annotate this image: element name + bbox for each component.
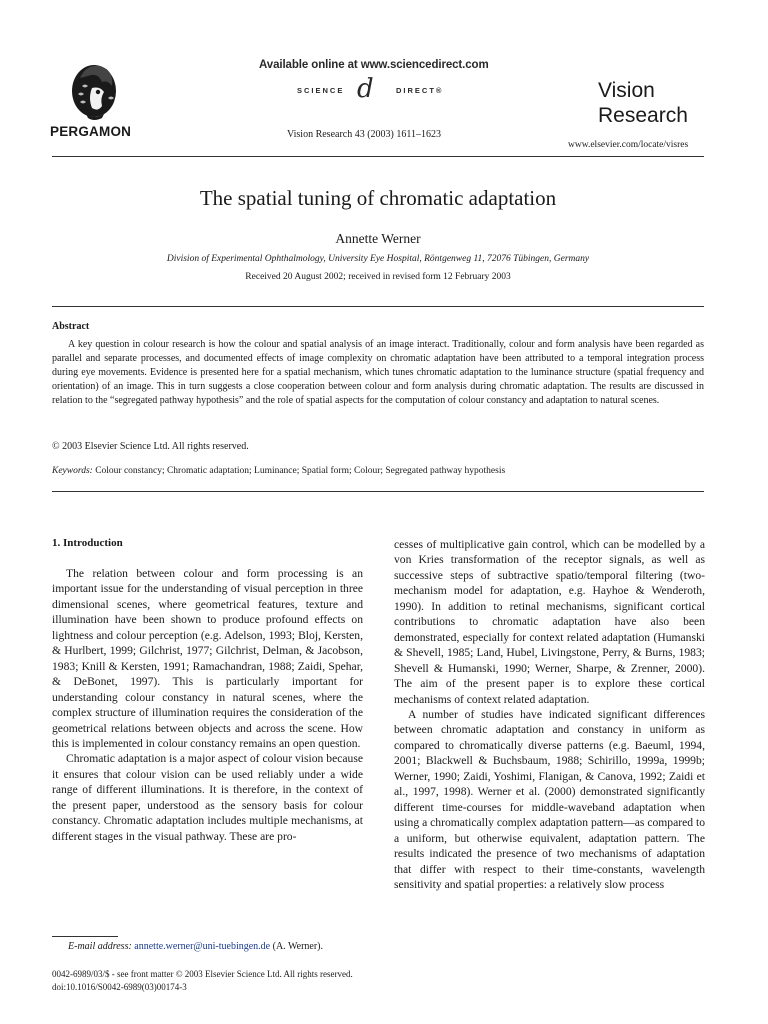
abstract-text: A key question in colour research is how the colour and spatial analysis of an image interact. Traditionally, colour and form analysis have been regarded as parallel and separate processes, and documented effects of image complexity on chromatic adaptation have been attributed to a temporal integration process during eye movements. Evidence is presented here for a spatial mechanism, which tunes chromatic adaptation to the luminance structure (spatial frequency and orientation) of an image. This in turn suggests a close cooperation between colour and form analysis during chromatic adaptation. The results are discussed in relation to the “segregated pathway hypothesis” and the role of spatial aspects for the computation of colour constancy and adaptation to natural scenes.: [52, 339, 704, 407]
sd-left-text: SCIENCE: [297, 86, 345, 95]
sd-right-text: DIRECT®: [396, 86, 444, 95]
abstract-copyright: © 2003 Elsevier Science Ltd. All rights reserved.: [52, 441, 249, 452]
publisher-logo: [50, 58, 138, 139]
issn-line: 0042-6989/03/$ - see front matter © 2003 Elsevier Science Ltd. All rights reserved.: [52, 969, 353, 979]
journal-name-line2: Research: [598, 104, 688, 127]
body-column-left: [52, 566, 363, 844]
article-author: Annette Werner: [335, 231, 421, 246]
footnote-name: (A. Werner).: [272, 941, 324, 952]
body-column-right: [394, 537, 705, 892]
keywords: [52, 466, 505, 476]
journal-name: [598, 78, 688, 128]
keywords-list: Colour constancy; Chromatic adaptation; Luminance; Spatial form; Colour; Segregated pathway hypothesis: [95, 466, 506, 476]
author-affiliation: Division of Experimental Ophthalmology, University Eye Hospital, Röntgenweg 11, 72076 Tübingen, Germany: [166, 254, 590, 264]
sd-at-icon: d: [357, 74, 374, 104]
body-paragraph: A number of studies have indicated significant differences between chromatic adaptation and constancy in uniform as compared to chromatically diverse patterns (e.g. Baeuml, 1994, 2001; Blackwell & Buchsbaum, 1988; Schirillo, 1999a, 1999b; Werner, 1990; Zaidi, Yoshimi, Flanigan, & Canova, 1992; Zaidi et al., 1997, 1998). Werner et al. (2000) demonstrated significantly different time-courses for middle-waveband adaptation when using a chromatically complex adaptation pattern—as compared to a uniform, but otherwise equivalent, adaptation pattern. The results indicated the presence of two mechanisms of adaptation that differ with respect to their time-constants, wavelength sensitivity and spatial properties: a relatively slow process: [394, 707, 705, 891]
body-paragraph: The relation between colour and form processing is an important issue for the understanding of visual perception in three dimensional scenes, where geometrical features, texture and illumination have been shown to produce profound effects on lightness and colour perception (e.g. Adelson, 1993; Bloj, Kersten, & Hurlbert, 1999; Gilchrist, 1977; Gilchrist, Delman, & Jacobson, 1983; Knill & Kersten, 1991; Ramachandran, 1988; Zaidi, Spehar, & DeBonet, 1997). This is particularly important for understanding colour constancy in natural scenes, where the complex structure of illumination requires the consideration of the geometrical relations between objects and across the scene. How this is implemented in colour constancy remains an open question.: [52, 567, 363, 750]
body-paragraph: cesses of multiplicative gain control, which can be modelled by a von Kries transformation of the receptor signals, as well as successive steps of subtractive spatio/temporal filtering (two-mechanism model for adaptation, e.g. Hayhoe & Wenderoth, 1990). In addition to retinal mechanisms, significant cortical contributions to chromatic adaptation have also been demonstrated, especially for context related adaptation (Humanski & Shevell, 1985; Land, Hubel, Livingstone, Perry, & Burns, 1983; Shevell & Humanski, 1990; Werner, Sharpe, & Zrenner, 2000). The aim of the present paper is to explore these cortical mechanisms of context related adaptation.: [394, 538, 705, 706]
doi-line: doi:10.1016/S0042-6989(03)00174-3: [52, 982, 187, 992]
received-dates: Received 20 August 2002; received in revised form 12 February 2003: [245, 272, 511, 282]
available-online-text: Available online at www.sciencedirect.com: [259, 59, 489, 71]
header-divider: [52, 156, 704, 157]
publisher-name: PERGAMON: [50, 124, 132, 139]
abstract-heading: Abstract: [52, 321, 90, 332]
footnote-divider: [52, 936, 118, 937]
abstract-top-divider: [52, 306, 704, 307]
article-title: The spatial tuning of chromatic adaptation: [199, 186, 557, 210]
footnote: [52, 941, 323, 952]
keywords-label: Keywords:: [52, 466, 93, 476]
footnote-label: E-mail address:: [68, 941, 132, 952]
section-heading: 1. Introduction: [52, 537, 123, 549]
pergamon-head-icon: [62, 58, 126, 122]
abstract-bottom-divider: [52, 491, 704, 492]
front-matter-info: [52, 968, 353, 994]
author-email-link[interactable]: annette.werner@uni-tuebingen.de: [134, 941, 271, 952]
journal-citation: Vision Research 43 (2003) 1611–1623: [287, 129, 442, 140]
body-paragraph: Chromatic adaptation is a major aspect of colour vision because it ensures that colour vision can be used reliably under a wide range of different illuminations. It is therefore, in the context of the present paper, understood as the sensory basis for colour constancy. Chromatic adaptation includes multiple mechanisms, at different stages in the visual pathway. These are pro-: [52, 752, 363, 843]
journal-url[interactable]: www.elsevier.com/locate/visres: [568, 140, 689, 150]
journal-name-line1: Vision: [598, 79, 655, 102]
sciencedirect-logo: [297, 74, 477, 106]
